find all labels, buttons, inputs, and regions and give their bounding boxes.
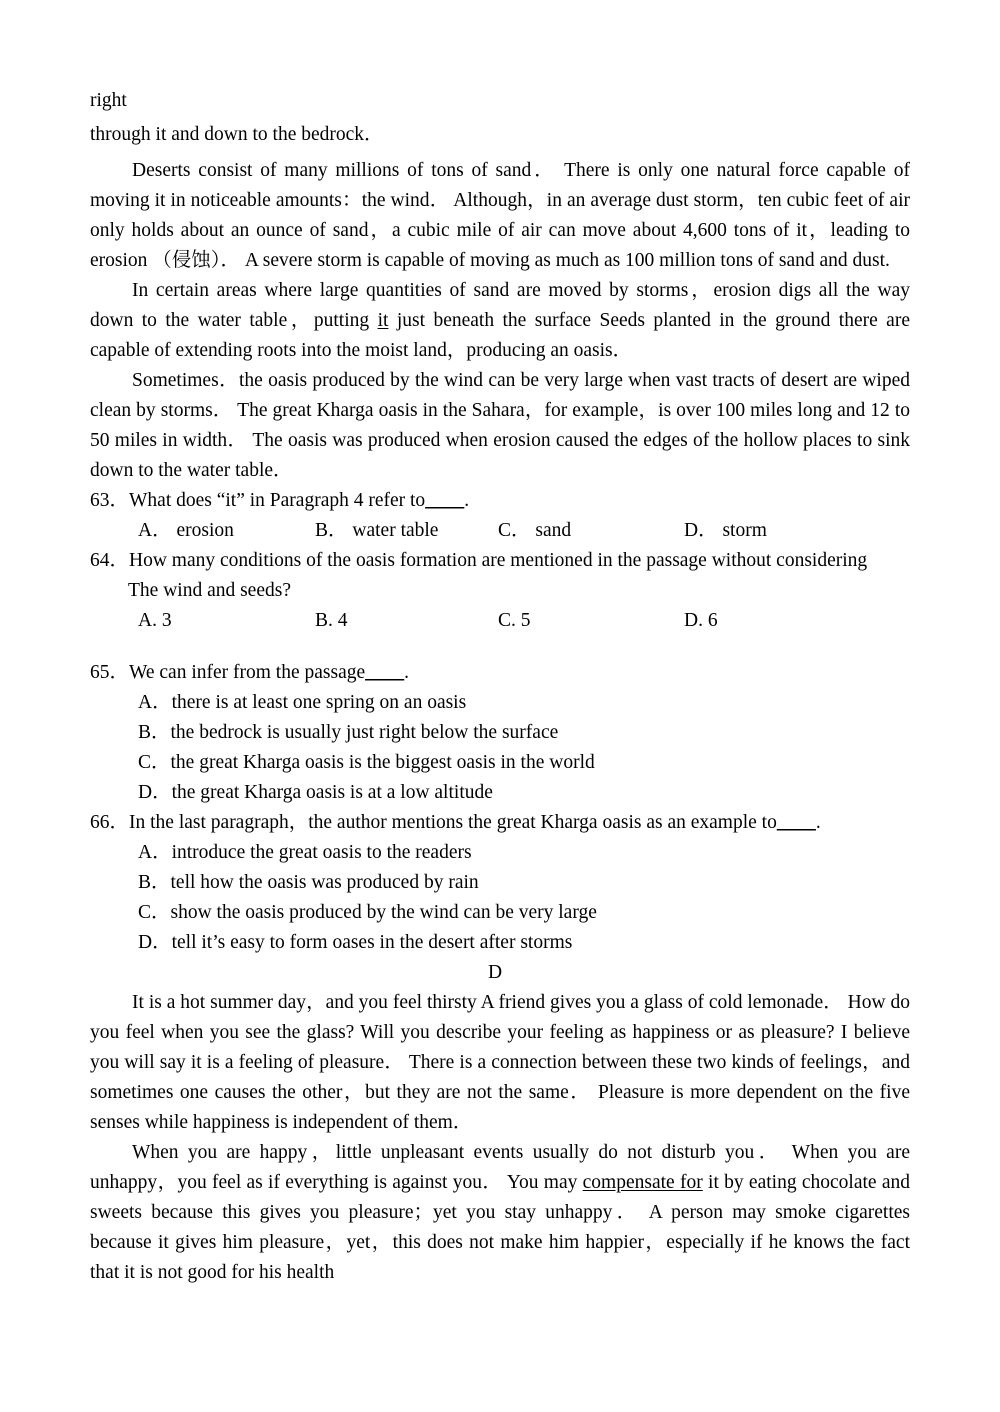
passage-paragraph-deserts: Deserts consist of many millions of tons of sand． There is only one natural force capable of moving it in noticeable amounts：the wind． Although，in an average dust storm，ten cubic feet of air only holds about an ounce of sand，a cubic mile of air can move about 4,600 tons of it，leading to erosion （侵蚀）． A severe storm is capable of moving as much as 100 million tons of sand and dust. — [90, 160, 910, 271]
option-65-a[interactable] — [90, 688, 910, 718]
paragraph-text-after-underline: just beneath the surface Seeds planted in the ground there are capable of extending roots into the moist land，producing an oasis． — [90, 310, 910, 361]
option-63-a-label: A． — [138, 520, 172, 541]
section-marker-d: D — [487, 962, 503, 983]
option-63-d-label: D． — [684, 520, 718, 541]
option-66-c[interactable] — [90, 898, 910, 928]
option-65-d-label: D． — [138, 782, 172, 803]
section-d-paragraph-lemonade: It is a hot summer day，and you feel thirsty A friend gives you a glass of cold lemonade． How do you feel when you see the glass? Will you describe your feeling as happiness or as pleasure? I believe you will say it is a feeling of pleasure． There is a connection between these two kinds of feelings，and sometimes one causes the other，but they are not the same． Pleasure is more dependent on the five senses while happiness is independent of them． — [90, 992, 910, 1133]
option-63-b[interactable] — [315, 516, 438, 546]
paragraph-text-before-underline: In certain areas where large quantities of sand are moved by storms，erosion digs all the way down to the water table，putting — [90, 280, 910, 331]
question-64-stem-line1: How many conditions of the oasis formation are mentioned in the passage without considering — [129, 550, 868, 571]
option-65-c-text: the great Kharga oasis is the biggest oasis in the world — [170, 752, 595, 773]
option-65-d[interactable] — [90, 778, 910, 808]
option-63-b-text: water table — [352, 520, 439, 541]
spacer — [90, 636, 910, 658]
option-66-c-text: show the oasis produced by the wind can be very large — [170, 902, 597, 923]
question-65-options — [90, 688, 910, 808]
question-63-options — [90, 516, 910, 546]
option-66-b[interactable] — [90, 868, 910, 898]
option-66-c-label: C． — [138, 902, 171, 923]
question-64-number: 64． — [90, 550, 130, 571]
fragment-line-bedrock: through it and down to the bedrock． — [90, 124, 384, 145]
option-64-a[interactable] — [138, 606, 172, 636]
option-66-d-text: tell it’s easy to form oases in the desert after storms — [171, 932, 573, 953]
question-66-options — [90, 838, 910, 958]
option-65-b[interactable] — [90, 718, 910, 748]
question-65-blank[interactable]: ____ — [365, 662, 405, 683]
option-65-b-label: B． — [138, 722, 171, 743]
option-64-b-text: 4 — [337, 610, 348, 631]
option-63-a[interactable] — [138, 516, 234, 546]
option-65-c-label: C． — [138, 752, 171, 773]
option-65-d-text: the great Kharga oasis is at a low altitude — [171, 782, 493, 803]
option-66-a-label: A． — [138, 842, 172, 863]
option-63-b-label: B． — [315, 520, 348, 541]
question-64-stem-continued: The wind and seeds? — [128, 580, 291, 601]
option-66-a-text: introduce the great oasis to the readers — [171, 842, 472, 863]
option-63-d-text: storm — [722, 520, 767, 541]
question-63-stem-tail: . — [464, 490, 470, 511]
option-63-a-text: erosion — [176, 520, 234, 541]
question-65-stem-tail: . — [404, 662, 410, 683]
option-63-c-label: C． — [498, 520, 531, 541]
underlined-phrase-compensate-for: compensate for — [582, 1172, 703, 1193]
option-64-a-text: 3 — [161, 610, 172, 631]
option-63-c[interactable] — [498, 516, 571, 546]
fragment-line-right: right — [90, 90, 127, 111]
option-66-d[interactable] — [90, 928, 910, 958]
passage-paragraph-erosion — [90, 276, 910, 366]
option-66-a[interactable] — [90, 838, 910, 868]
option-65-a-text: there is at least one spring on an oasis — [171, 692, 467, 713]
option-63-c-text: sand — [535, 520, 572, 541]
question-65-stem: We can infer from the passage — [129, 662, 366, 683]
option-65-a-label: A． — [138, 692, 172, 713]
option-64-d-text: 6 — [707, 610, 718, 631]
question-64 — [90, 546, 910, 576]
option-65-b-text: the bedrock is usually just right below the surface — [170, 722, 559, 743]
question-65-number: 65． — [90, 662, 130, 683]
option-64-b[interactable] — [315, 606, 348, 636]
question-64-options — [90, 606, 910, 636]
underlined-word-it: it — [377, 310, 389, 331]
text-column — [90, 86, 910, 1288]
question-66-stem-tail: . — [815, 812, 821, 833]
option-66-b-text: tell how the oasis was produced by rain — [170, 872, 479, 893]
option-66-b-label: B． — [138, 872, 171, 893]
option-66-d-label: D． — [138, 932, 172, 953]
question-63 — [90, 486, 910, 516]
option-65-c[interactable] — [90, 748, 910, 778]
question-63-stem: What does “it” in Paragraph 4 refer to — [129, 490, 426, 511]
option-64-b-label: B. — [315, 610, 333, 631]
paragraph-text-after-underline: it by eating chocolate and sweets because this gives you pleasure；yet you stay unhappy． A person may smoke cigarettes because it gives him pleasure，yet，this does not make him happier，especially if he knows the fact that it is not good for his health — [90, 1172, 911, 1283]
question-66-number: 66． — [90, 812, 130, 833]
question-66 — [90, 808, 910, 838]
option-63-d[interactable] — [684, 516, 767, 546]
option-64-d[interactable] — [684, 606, 718, 636]
option-64-a-label: A. — [138, 610, 157, 631]
question-63-number: 63． — [90, 490, 130, 511]
question-65 — [90, 658, 910, 688]
question-66-blank[interactable]: ____ — [776, 812, 816, 833]
section-d-paragraph-happy — [90, 1138, 910, 1288]
question-66-stem: In the last paragraph，the author mentions the great Kharga oasis as an example to — [129, 812, 777, 833]
paragraph-text-before-underline: When you are happy，little unpleasant events usually do not disturb you． When you are unhappy，you feel as if everything is against you． You may — [90, 1142, 910, 1193]
passage-paragraph-sometimes: Sometimes．the oasis produced by the wind can be very large when vast tracts of desert are wiped clean by storms． The great Kharga oasis in the Sahara，for example，is over 100 miles long and 12 to 50 miles in width． The oasis was produced when erosion caused the edges of the hollow places to sink down to the water table． — [90, 370, 910, 481]
question-63-blank[interactable]: ____ — [425, 490, 465, 511]
option-64-c[interactable] — [498, 606, 531, 636]
option-64-c-text: 5 — [520, 610, 531, 631]
option-64-d-label: D. — [684, 610, 703, 631]
option-64-c-label: C. — [498, 610, 516, 631]
